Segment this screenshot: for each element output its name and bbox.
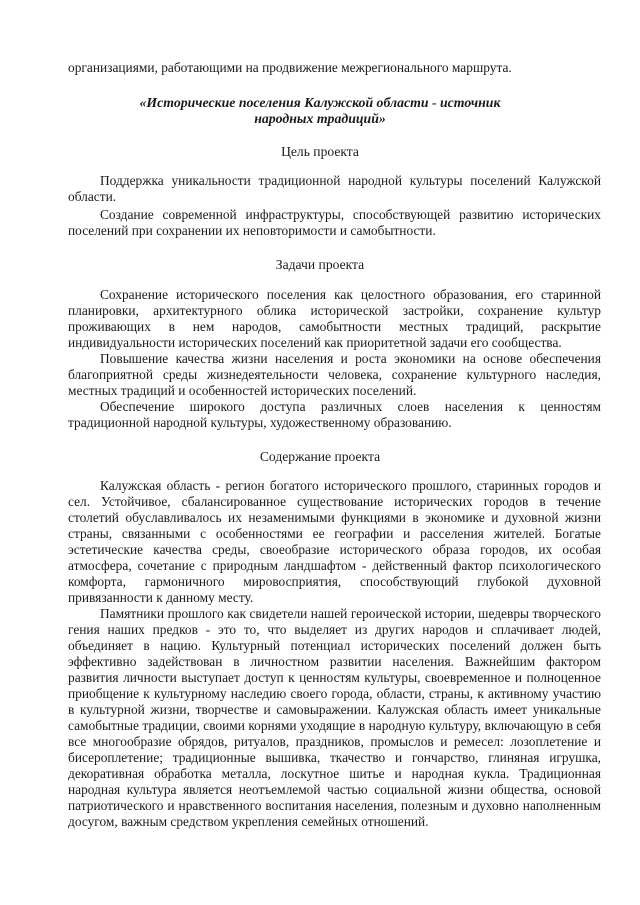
section-heading-content: Содержание проекта	[259, 449, 381, 464]
intro-line: организациями, работающими на продвижение межрегионального маршрута.	[68, 60, 512, 75]
goal-paragraph-1: Поддержка уникальности традиционной народной культуры поселений Калужской области.	[68, 173, 601, 204]
content-paragraph-1: Калужская область - регион богатого исторического прошлого, старинных городов и сел. Устойчивое, сбалансированное существование исторических городов в течение столетий обуславливалось их незаменимыми функциями в экономике и духовной жизни страны, связанными с особенностями ее географии и расселения жителей. Богатые эстетические качества среды, своеобразие исторического образа городов, их особая атмосфера, сочетание с природным ландшафтом - действенный фактор психологического комфорта, гармоничного мировосприятия, способствующий глубокой духовной привязанности к данному месту.	[68, 478, 601, 605]
title-line-1: «Исторические поселения Калужской области - источник	[139, 95, 501, 110]
tasks-paragraph-2: Повышение качества жизни населения и роста экономики на основе обеспечения благоприятной среды жизнедеятельности человека, сохранение культурного наследия, местных традиций и особенностей исторических поселений.	[68, 351, 601, 398]
title-line-2: народных традиций»	[254, 111, 386, 126]
section-heading-tasks: Задачи проекта	[275, 257, 365, 272]
goal-paragraph-2: Создание современной инфраструктуры, способствующей развитию исторических поселений при сохранении их неповторимости и самобытности.	[68, 207, 601, 238]
content-paragraph-2: Памятники прошлого как свидетели нашей героической истории, шедевры творческого гения наших предков - это то, что выделяет из других народов и сплачивает людей, объединяет в нацию. Культурный потенциал исторических поселений должен быть эффективно задействован в личностном развитии населения. Важнейшим фактором развития личности выступает доступ к ценностям культуры, своевременное и полноценное приобщение к культурному наследию своего города, области, страны, к активному участию в культурной жизни, творчестве и самовыражении. Калужская область имеет уникальные самобытные традиции, своими корнями уходящие в народную культуру, включающую в себя все многообразие обрядов, ритуалов, праздников, промыслов и ремесел: лозоплетение и бисероплетение; традиционные вышивка, ткачество и гончарство, глиняная игрушка, декоративная обработка металла, лоскутное шитье и народная кукла. Традиционная народная культура является неотъемлемой частью социальной жизни общества, основой патриотического и нравственного воспитания населения, полезным и духовно наполненным досугом, важным средством укрепления семейных отношений.	[68, 606, 601, 829]
section-heading-goal: Цель проекта	[281, 144, 359, 159]
tasks-paragraph-3: Обеспечение широкого доступа различных слоев населения к ценностям традиционной народной культуры, художественному образованию.	[68, 399, 601, 430]
tasks-paragraph-1: Сохранение исторического поселения как целостного образования, его старинной планировки, архитектурного облика исторической застройки, сохранение культур проживающих в нем народов, самобытности местных традиций, раскрытие индивидуальности исторических поселений как приоритетной задачи его сообщества.	[68, 287, 601, 350]
